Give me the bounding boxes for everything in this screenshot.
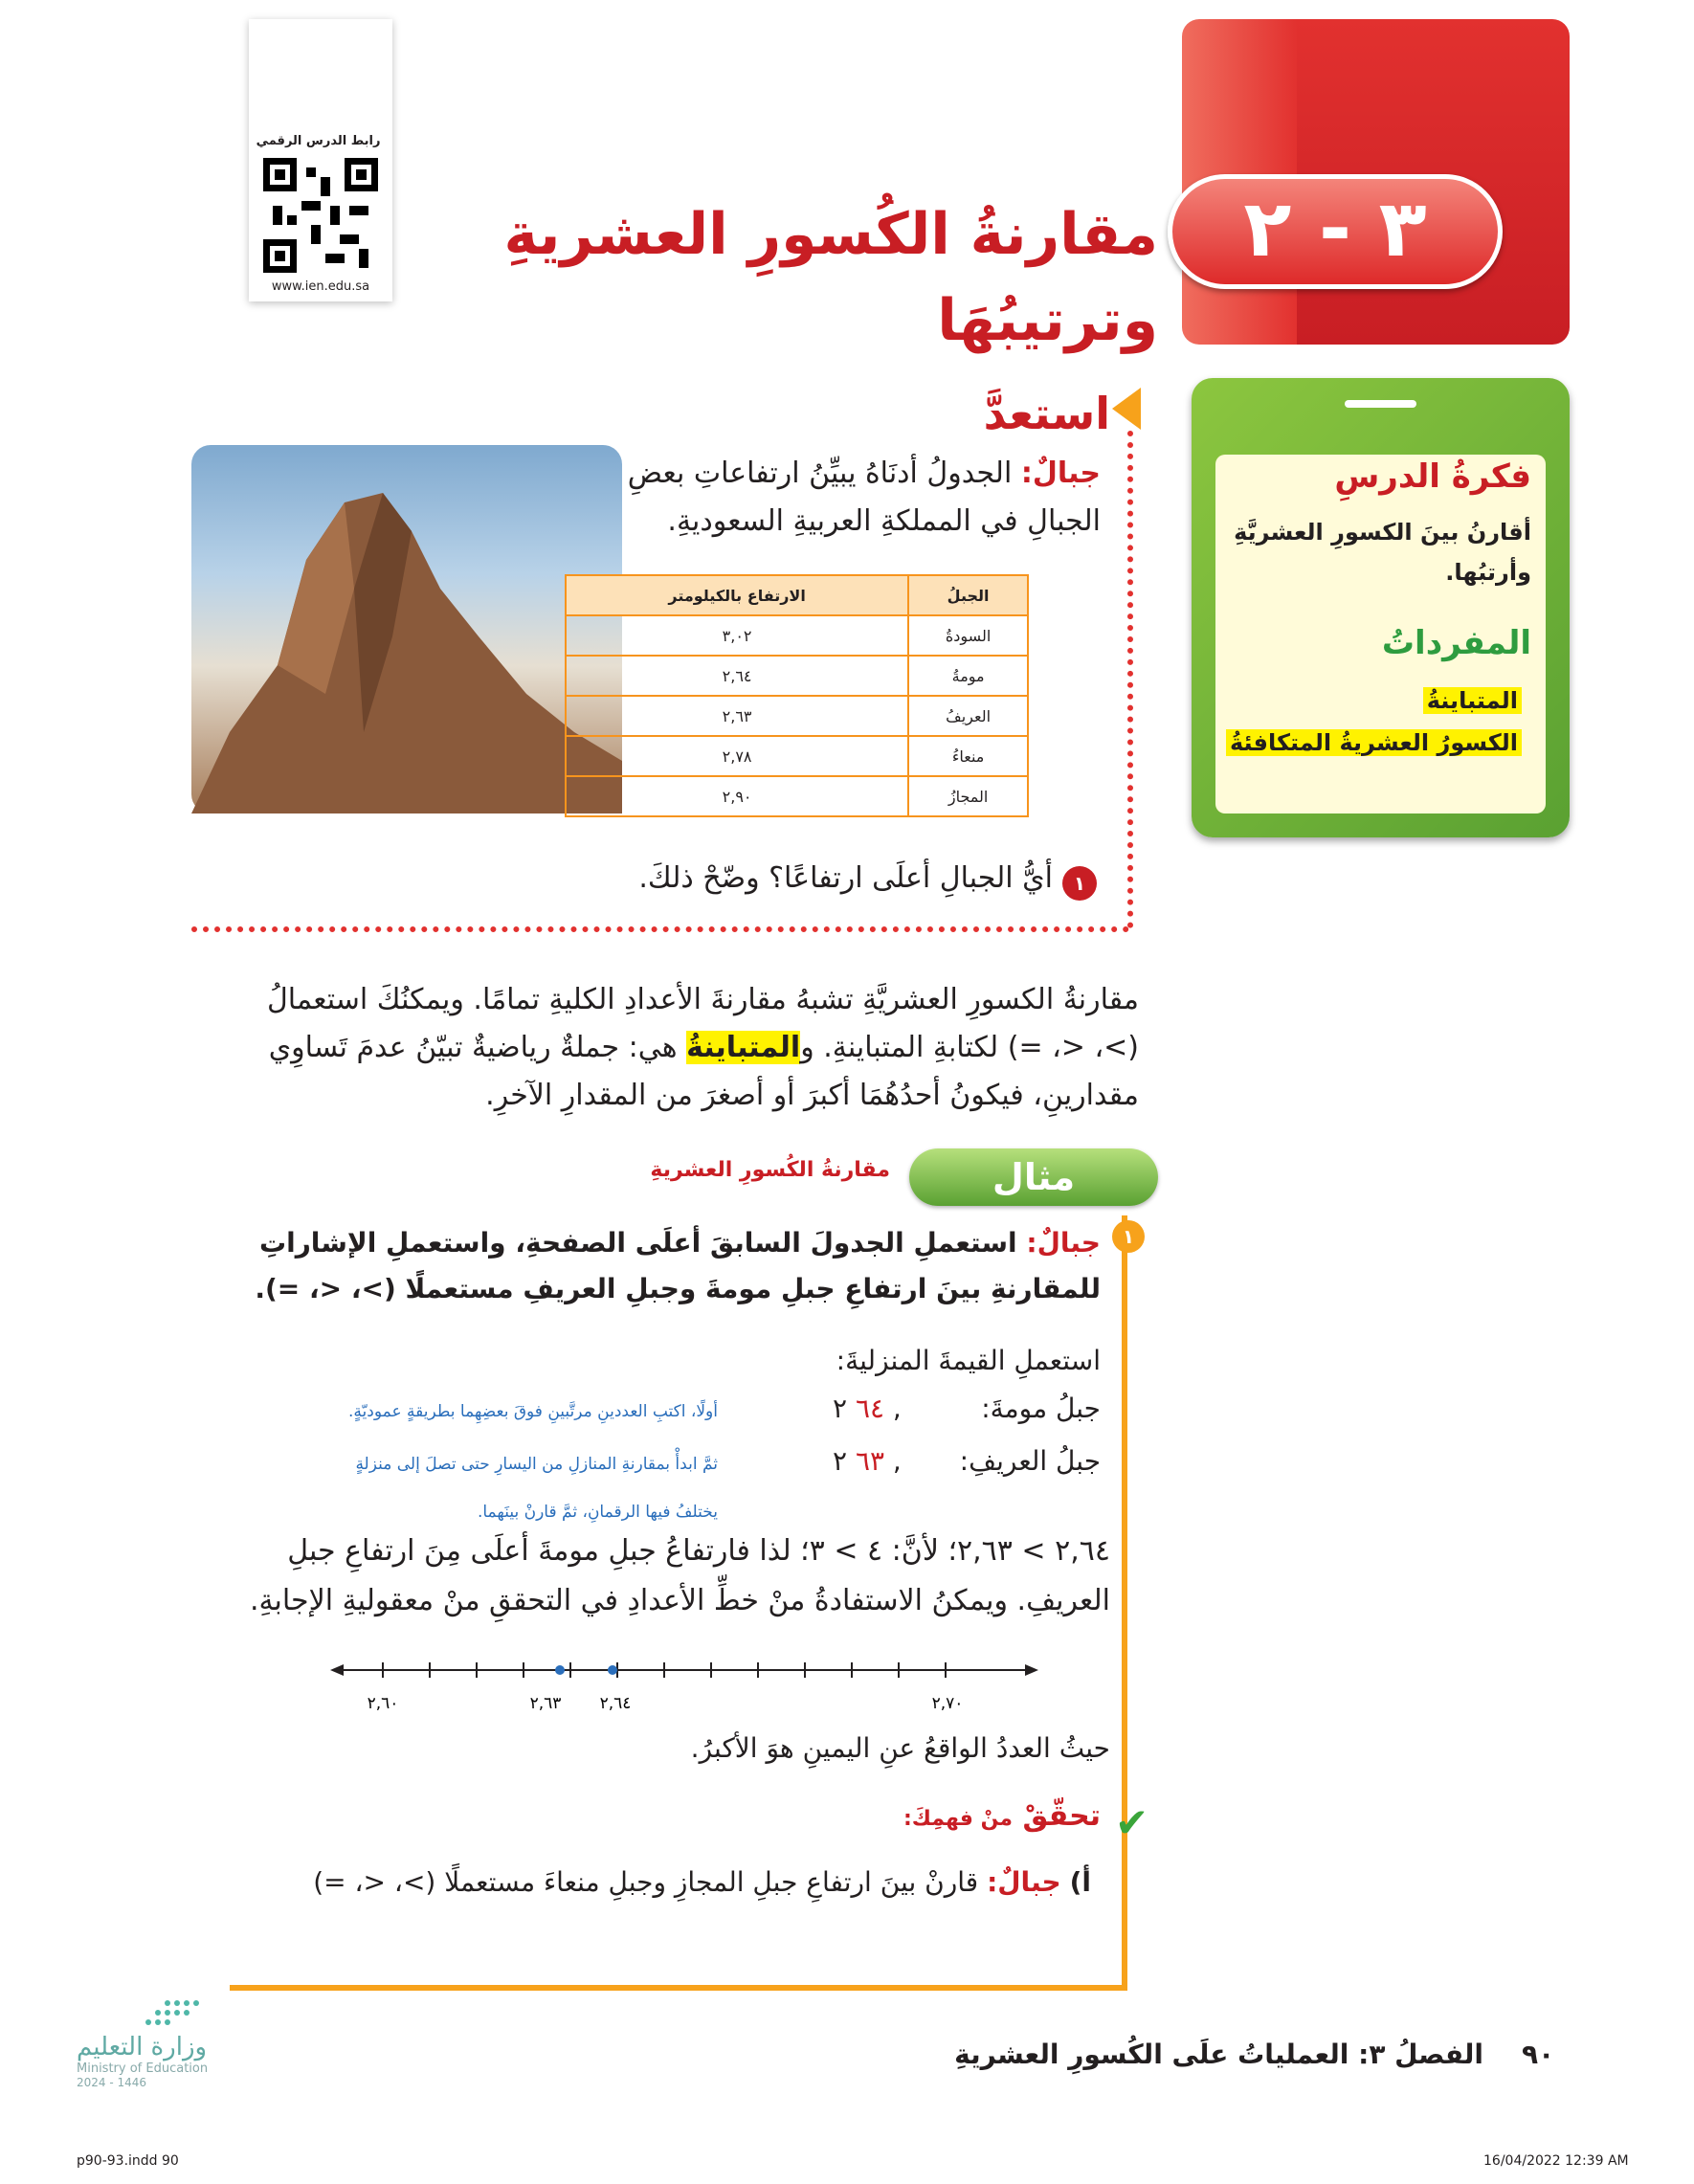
table-row (566, 696, 1028, 736)
page-title: مقارنةُ الكُسورِ العشريةِ وترتيبُهَا (503, 201, 1158, 354)
table-cell: ٢,٦٣ (566, 696, 908, 736)
dotted-border (191, 926, 1129, 932)
slug-right: 16/04/2022 12:39 AM (1483, 2153, 1629, 2169)
intro-paragraph (230, 976, 1139, 1120)
qr-code-icon[interactable] (263, 158, 378, 273)
decimal-digits: ٦٤ (855, 1393, 885, 1424)
mountain-photo (191, 445, 622, 813)
table-cell: المجازُ (908, 776, 1028, 816)
table-cell: مومةُ (908, 656, 1028, 696)
arrow-left-icon (330, 1664, 344, 1676)
example-conclusion: ٢,٦٤ > ٢,٦٣؛ لأنَّ: ٤ > ٣؛ لذا فارتفاعُ جبلِ مومةَ أعلَى مِنَ ارتفاعِ جبلِ العريفِ. ويمكنُ الاستفادةُ منْ خطِّ الأعدادِ في التحققِ منْ معقوليةِ الإجابةِ. (249, 1534, 1110, 1617)
mountain-icon (191, 445, 622, 813)
example-border (230, 1985, 1127, 1991)
paragraph-part: مقارنةُ الكسورِ العشريَّةِ تشبهُ مقارنةَ الأعدادِ الكليةِ تمامًا. ويمكنُكَ استعمالُ (>، <، =) لكتابةِ المتباينةِ. و (266, 983, 1139, 1064)
table-cell: العريفُ (908, 696, 1028, 736)
example-border (1122, 1215, 1127, 1991)
place-value-label: استعملِ القيمةَ المنزليةَ: (836, 1345, 1101, 1376)
decimal-whole: ٢ , (833, 1393, 902, 1424)
slug-left: p90-93.indd 90 (77, 2153, 179, 2169)
table-cell: ٢,٦٤ (566, 656, 908, 696)
row-label: جبلُ مومةَ: (981, 1393, 1101, 1424)
dotted-border (1127, 431, 1133, 928)
table-cell: ٢,٧٨ (566, 736, 908, 776)
table-row (566, 776, 1028, 816)
table-cell: ٢,٩٠ (566, 776, 908, 816)
decimal-value (833, 1445, 919, 1477)
example-number: ١ (1112, 1220, 1145, 1253)
arrow-icon (1112, 388, 1141, 430)
lesson-number: ٣ - ٢ (1243, 184, 1427, 275)
tick-label: ٢,٦٤ (599, 1694, 632, 1713)
ministry-logo (77, 1995, 268, 2101)
ministry-logo-icon (77, 1995, 230, 2029)
example-question-text: استعملِ الجدولَ السابقَ أعلَى الصفحةِ، واستعملِ الإشاراتِ للمقارنةِ بينَ ارتفاعِ جبلِ مومةَ وجبلِ العريفِ مستعملًا (>، <، =). (255, 1227, 1101, 1304)
decimal-whole: ٢ , (833, 1445, 902, 1477)
check-heading-red: تحقّقْ (1022, 1799, 1101, 1833)
table-header: الارتفاع بالكيلومتر (566, 575, 908, 615)
table-row (566, 656, 1028, 696)
question-number: ١ (1062, 866, 1097, 901)
example-lead: جبالٌ: (1026, 1227, 1101, 1259)
vocab-item: المتباينةُ (1423, 687, 1522, 714)
prepare-text (613, 450, 1101, 546)
table-row (566, 615, 1028, 656)
point-263 (555, 1665, 565, 1675)
check-lead: جبالٌ: (987, 1866, 1061, 1898)
prepare-heading: استعدَّ (983, 388, 1110, 439)
table-header: الجبلُ (908, 575, 1028, 615)
table-cell: منعاءُ (908, 736, 1028, 776)
check-heading (880, 1799, 1101, 1833)
check-question (230, 1866, 1091, 1898)
arrow-right-icon (1025, 1664, 1038, 1676)
paragraph-part: هي: جملةٌ رياضيةٌ تبيّنُ عدمَ تَساوِي مقدارينِ، فيكونُ أحدُهُمَا أكبرَ أو أصغرَ من المقدارِ الآخرِ. (268, 1031, 1139, 1112)
tick-label: ٢,٦٠ (367, 1694, 399, 1713)
point-264 (608, 1665, 617, 1675)
checkmark-icon: ✔ (1115, 1799, 1149, 1846)
vocab-item: الكسورُ العشريةُ المتكافئةُ (1226, 729, 1522, 756)
row-label: جبلُ العريفِ: (959, 1445, 1101, 1477)
ministry-en: Ministry of Education (77, 2061, 209, 2076)
ministry-year: 2024 - 1446 (77, 2076, 147, 2089)
check-text: قارنْ بينَ ارتفاعِ جبلِ المجازِ وجبلِ منعاءَ مستعملًا (>، <، =) (313, 1866, 979, 1898)
idea-text: أقارنُ بينَ الكسورِ العشريَّةِ وأرتبُها. (1234, 519, 1531, 586)
decimal-value (833, 1393, 919, 1424)
check-letter: أ) (1069, 1866, 1091, 1898)
table-row (566, 736, 1028, 776)
footer-chapter: الفصلُ ٣: العملياتُ علَى الكُسورِ العشريةِ (954, 2039, 1483, 2070)
table-cell: السودةُ (908, 615, 1028, 656)
tick-label: ٢,٧٠ (931, 1694, 964, 1713)
check-heading-rest: منْ فهمِكَ: (903, 1807, 1014, 1831)
side-note: أولًا، اكتبِ العددينِ مرتَّبينِ فوقَ بعضِهِما بطريقةٍ عموديّةٍ. (348, 1402, 718, 1421)
prepare-body: الجدولُ أدنَاهُ يبيِّنُ ارتفاعاتِ بعضِ الجبالِ في المملكةِ العربيةِ السعوديةِ. (627, 457, 1101, 538)
tick-label: ٢,٦٣ (529, 1694, 562, 1713)
idea-heading: فكرةُ الدرسِ (1334, 457, 1531, 496)
table-header-row (566, 575, 1028, 615)
ministry-ar: وزارة التعليم (77, 2033, 208, 2061)
side-note: ثمَّ ابدأْ بمقارنةِ المنازلِ من اليسارِ حتى تصلَ إلى منزلةٍ (355, 1455, 718, 1474)
idea-box-bar (1345, 400, 1416, 408)
example-pill: مثال (909, 1148, 1158, 1206)
decimal-digits: ٦٣ (855, 1445, 885, 1477)
side-note: يختلفُ فيها الرقمانِ، ثمَّ قارنْ بينَهما. (477, 1503, 718, 1522)
page-number: ٩٠ (1522, 2039, 1555, 2070)
qr-label: رابط الدرس الرقمي (256, 134, 381, 148)
qr-url[interactable]: www.ien.edu.sa (271, 279, 370, 294)
vocab-heading: المفرداتُ (1381, 624, 1531, 662)
prepare-lead: جبالٌ: (1020, 457, 1101, 490)
highlighted-term: المتباينةُ (686, 1031, 801, 1064)
table-cell: ٣,٠٢ (566, 615, 908, 656)
number-line (330, 1646, 1038, 1723)
number-line-text: حيثُ العددُ الواقعُ عنِ اليمينِ هوَ الأكبرُ. (690, 1732, 1110, 1764)
mountains-table (565, 574, 1029, 817)
question-text: أيُّ الجبالِ أعلَى ارتفاعًا؟ وضّحْ ذلكَ. (638, 861, 1053, 895)
example-subtitle: مقارنةُ الكُسورِ العشريةِ (650, 1158, 890, 1182)
example-question (230, 1220, 1101, 1312)
